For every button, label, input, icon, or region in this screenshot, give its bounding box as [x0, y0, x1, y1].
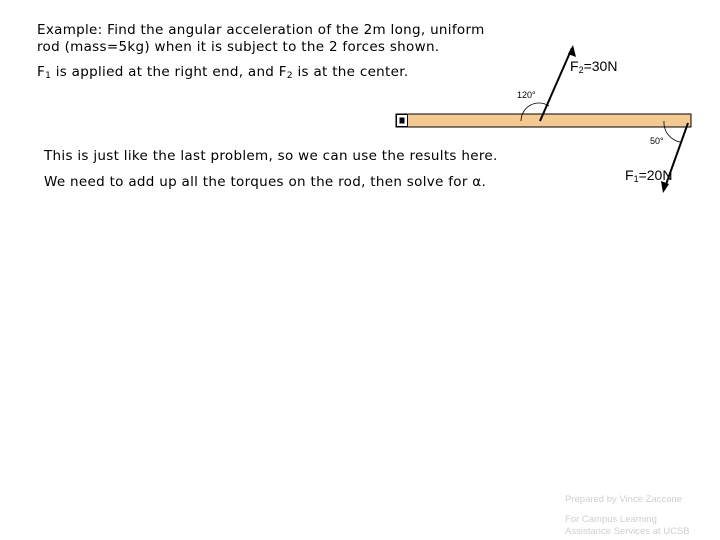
problem-line-1: Example: Find the angular acceleration of the 2m long, uniform [37, 22, 485, 38]
credit-line-2: For Campus Learning [565, 514, 657, 525]
force-2-name: F [570, 58, 579, 74]
force-1-sub: 1 [633, 174, 639, 184]
problem-line-2: rod (mass=5kg) when it is subject to the 2 forces shown. [37, 39, 440, 55]
applied-sub-2: 2 [286, 71, 293, 81]
pivot-point [400, 118, 405, 124]
force-2-arrow [540, 48, 572, 121]
force-1-label [625, 167, 672, 184]
angle-120-label: 120° [517, 90, 536, 100]
applied-text-3: is at the center. [292, 64, 409, 80]
force-2-label [570, 58, 617, 75]
credit-line-1: Prepared by Vince Zaccone [565, 494, 683, 505]
applied-text-2: is applied at the right end, and F [51, 64, 287, 80]
rod [396, 114, 691, 127]
note-line-2: We need to add up all the torques on the rod, then solve for α. [44, 174, 487, 190]
credit-footer [565, 494, 690, 538]
force-1-name: F [625, 167, 634, 183]
angle-50-label: 50° [650, 136, 664, 146]
force-2-value: =30N [583, 58, 618, 74]
applied-sub-1: 1 [45, 71, 52, 81]
force-2-sub: 2 [578, 65, 584, 75]
applied-text-1: F [37, 64, 46, 80]
force-1-value: =20N [638, 167, 673, 183]
credit-line-3: Assistance Services at UCSB [565, 526, 690, 537]
note-line-1: This is just like the last problem, so we can use the results here. [44, 148, 498, 164]
